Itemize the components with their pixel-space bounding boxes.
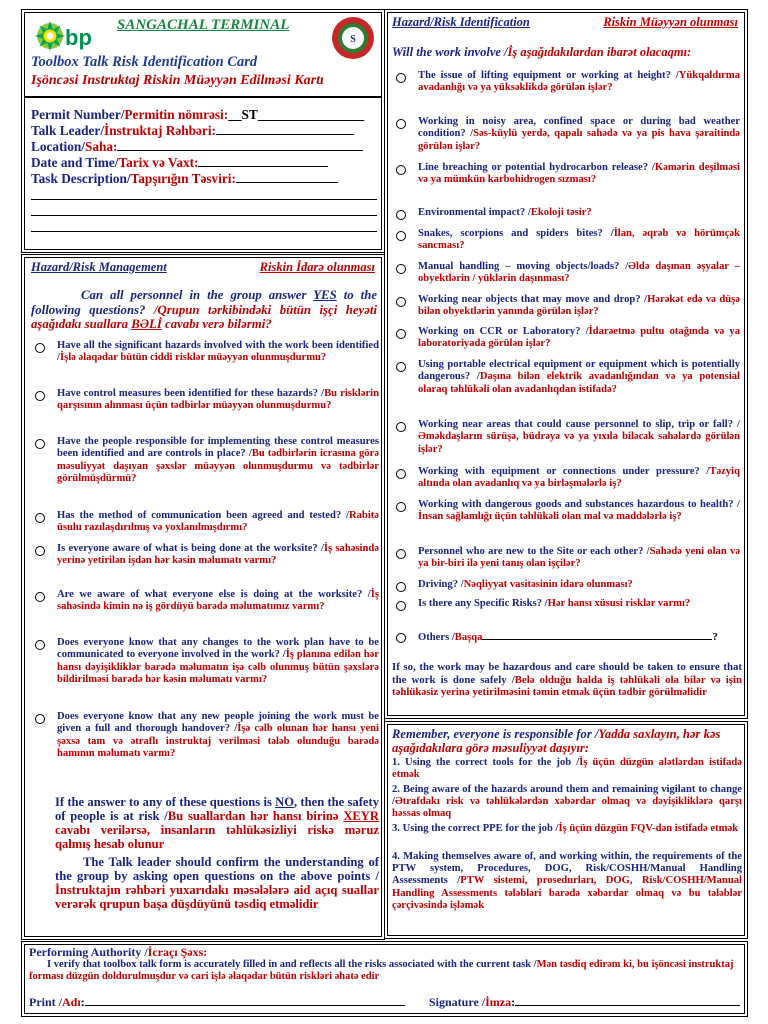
header-divider (25, 96, 381, 98)
management-question: Are we aware of what everyone else is doing at the worksite? /İş sahəsində kimin nə iş gördüyü barədə məlumatımız varmı? (57, 589, 379, 613)
performing-authority-label: Performing Authority /İcraçı Şəxs: (29, 945, 208, 959)
hazard-item: Snakes, scorpions and spiders bites? /İlan, əqrəb və hörümçək sancması? (418, 228, 741, 252)
hazard-bullet[interactable] (396, 469, 406, 479)
hazard-bullet[interactable] (396, 329, 406, 339)
question-bullet[interactable] (35, 546, 45, 556)
responsibility-item: 4. Making themselves aware of, and working within, the requirements of the PTW system, Procedures, DOG, Risk/COSHH/Manual Handling Assessments /PTW sistemi, prosedurları, DOG, Risk/COSHH/Manual Handling Assessments tələbləri barədə xəbərdar olmaq və bu tələblər çərçivəsində işləmək (392, 851, 742, 911)
management-question: Does everyone know that any new people joining the work must be given a full and thorough handover? /İşə cəlb olunan hər hansı yeni şəxsə tam və ətraflı instruktaj verilməsi tələb olunduğu barədə hamının məlumatı varmı? (57, 711, 379, 760)
permit-number-field[interactable]: Permit Number/Permitin nömrəsi:__ST________________ (31, 107, 365, 122)
management-intro: Can all personnel in the group answer YES to the following questions? /Qrupun tərkibindəki bütün işçi heyəti aşağıdakı suallara BƏLİ cavabı verə bilərmi? (31, 288, 378, 331)
card-title-en: Toolbox Talk Risk Identification Card (31, 54, 258, 70)
management-question: Is everyone aware of what is being done at the worksite? /İş sahəsində yerinə yetirilən işdən hər kəsin məlumatı varmı? (57, 543, 379, 567)
no-answer-warning: If the answer to any of these questions is NO, then the safety of people is at risk /Bu suallardan hər hansı birinə XEYR cavabı verilərsə, insanların təhlükəsizliyi riskə məruz qalmış hesab olunur (55, 795, 379, 851)
hazard-bullet[interactable] (396, 362, 406, 372)
identification-heading-en: Hazard/Risk Identification (392, 15, 530, 29)
question-bullet[interactable] (35, 513, 45, 523)
terminal-name: SANGACHAL TERMINAL (117, 17, 290, 33)
task-description-line[interactable] (31, 231, 377, 232)
hazard-bullet[interactable] (396, 231, 406, 241)
hazard-item: Manual handling – moving objects/loads? /Əldə daşınan əşyalar – obyektlərin / yüklərin daşınması? (418, 261, 740, 285)
svg-text:bp: bp (65, 25, 92, 50)
hazard-item: Working on CCR or Laboratory? /İdarəetmə pultu otağında və ya laboratoriyada görülən işlər? (418, 326, 740, 350)
question-bullet[interactable] (35, 640, 45, 650)
hazard-bullet[interactable] (396, 73, 406, 83)
header-panel (24, 12, 382, 250)
task-description-line[interactable] (31, 199, 377, 200)
hazard-item: Is there any Specific Risks? /Hər hansı xüsusi risklər varmı? (418, 598, 691, 609)
management-question: Have the people responsible for implementing these control measures been identified and are controls in place? /Bu tədbirlərin icrasına görə məsuliyyət daşıyan şəxslər müəyyən olunmuşdurmu və tədbirlər görülmüşdürmü? (57, 436, 380, 485)
hazard-item: Working near objects that may move and drop? /Hərəkət edə və düşə bilən obyektlərin yanında görülən işlər? (418, 294, 740, 318)
responsibility-item: 1. Using the correct tools for the job /İş üçün düzgün alətlərdən istifadə etmək (392, 757, 742, 781)
hazard-bullet[interactable] (396, 601, 406, 611)
bp-helios-logo (35, 19, 92, 53)
hazard-item: Driving? /Nəqliyyat vasitəsinin idarə olunması? (418, 579, 633, 590)
hazard-item-others[interactable]: Others /Başqa ? (418, 632, 718, 643)
hazard-item: Working with dangerous goods and substances hazardous to health? /İnsan sağlamlığı üçün təhlükəli olan mal və maddələrlə iş? (418, 499, 740, 523)
responsibilities-intro: Remember, everyone is responsible for /Yadda saxlayın, hər kəs aşağıdakılara görə məsuliyyət daşıyır: (392, 727, 721, 755)
terminal-seal-icon (331, 16, 375, 60)
hazard-item: Using portable electrical equipment or equipment which is potentially dangerous? /Daşına bilən elektrik avadanlığından və ya potensial olaraq təhlükəli olan avadanlıqdan istifadə? (418, 359, 740, 395)
risk-management-panel (24, 257, 382, 937)
question-bullet[interactable] (35, 391, 45, 401)
management-question: Has the method of communication been agreed and tested? /Rabitə üsulu razılaşdırılmış və yoxlanılmışdırmı? (57, 510, 379, 534)
question-bullet[interactable] (35, 714, 45, 724)
location-field[interactable]: Location/Saha: (31, 139, 363, 155)
identification-heading-az: Riskin Müəyyən olunması (603, 15, 738, 29)
talk-leader-field[interactable]: Talk Leader/İnstruktaj Rəhbəri: (31, 123, 354, 139)
management-question: Have all the significant hazards involved with the work been identified /İşlə əlaqədar bütün ciddi risklər müəyyən olunmuşdurmu? (57, 340, 379, 364)
hazard-item: Working in noisy area, confined space or during bad weather condition? /Səs-küylü yerdə, qapalı sahədə və ya pis hava şəraitində görülən işlər? (418, 116, 740, 152)
hazard-bullet[interactable] (396, 165, 406, 175)
verification-statement: I verify that toolbox talk form is accurately filled in and reflects all the risks associated with the current task /Mən təsdiq edirəm ki, bu işöncəsi instruktaj forması düzgün doldurulmuşdur və cari işlə əlaqədar bütün riskləri əhatə edir (29, 959, 734, 983)
signature-field[interactable]: Signature /İmza: (429, 995, 740, 1010)
hazard-bullet[interactable] (396, 502, 406, 512)
management-question: Does everyone know that any changes to the work plan have to be communicated to everyone involved in the work? /İş planına edilən hər hansı dəyişikliklər barədə məlumatın işə cəlb olunmuş bütün şəxslərə bildirilməsi barədə hər kəsin məlumatı varmı? (57, 637, 379, 686)
hazard-conclusion: If so, the work may be hazardous and care should be taken to ensure that the work is done safely /Belə olduğu halda iş təhlükəli ola bilər və işin təhlükəsiz yerinə yetirilməsini təmin etmək üçün tədbir görülməlidir (392, 661, 742, 699)
hazard-bullet[interactable] (396, 582, 406, 592)
responsibility-item: 2. Being aware of the hazards around them and remaining vigilant to change /Ətrafdakı risk və təhlükələrdən xəbərdar olmaq və dəyişikliklərə qarşı həssas olmaq (392, 784, 742, 820)
hazard-bullet[interactable] (396, 633, 406, 643)
hazard-bullet[interactable] (396, 297, 406, 307)
hazard-item: The issue of lifting equipment or working at height? /Yükqaldırma avadanlığı və ya yüksəklikdə görülən işlər? (418, 70, 740, 94)
card-title-az: Işöncəsi Instruktaj Riskin Müəyyən Edilməsi Kartı (31, 73, 324, 88)
responsibility-item: 3. Using the correct PPE for the job /İş üçün düzgün FQV-dən istifadə etmək (392, 823, 739, 834)
risk-identification-panel (387, 12, 745, 716)
responsibilities-panel (387, 724, 745, 936)
identification-question: Will the work involve /İş aşağıdakılardan ibarət olacaqmı: (392, 45, 692, 59)
task-description-field[interactable]: Task Description/Tapşırığın Təsviri: (31, 171, 338, 187)
management-heading-en: Hazard/Risk Management (31, 260, 167, 274)
task-description-line[interactable] (31, 215, 377, 216)
talk-leader-instruction: The Talk leader should confirm the understanding of the group by asking open questions on the above points /İnstruktajın rəhbəri yuxarıdakı məsələlərə aid açıq suallar verərək qrupun başa düşdüyünü təsdiq etməlidir (55, 855, 379, 911)
hazard-item: Environmental impact? /Ekoloji təsir? (418, 207, 592, 218)
management-question: Have control measures been identified for these hazards? /Bu risklərin qarşısının alınması üçün tədbirlər müəyyən olunmuşdurmu? (57, 388, 379, 412)
hazard-bullet[interactable] (396, 422, 406, 432)
hazard-item: Working near areas that could cause personnel to slip, trip or fall? /Əməkdaşların sürüşə, büdrəyə və ya yıxıla biləcək sahələrdə görülən işlər? (418, 419, 740, 455)
question-bullet[interactable] (35, 439, 45, 449)
hazard-bullet[interactable] (396, 119, 406, 129)
hazard-item: Personnel who are new to the Site or each other? /Sahədə yeni olan və ya bir-biri ilə yeni tanış olan işçilər? (418, 546, 740, 570)
hazard-item: Line breaching or potential hydrocarbon release? /Kəmərin deşilməsi və ya mümkün karbohidrogen sızması? (418, 162, 740, 186)
performing-authority-panel (24, 944, 745, 1014)
svg-text:S: S (350, 34, 356, 45)
question-bullet[interactable] (35, 343, 45, 353)
management-heading-az: Riskin İdarə olunması (259, 260, 375, 274)
hazard-bullet[interactable] (396, 264, 406, 274)
question-bullet[interactable] (35, 592, 45, 602)
print-name-field[interactable]: Print /Adı: (29, 995, 405, 1010)
hazard-bullet[interactable] (396, 549, 406, 559)
hazard-bullet[interactable] (396, 210, 406, 220)
hazard-item: Working with equipment or connections under pressure? /Təzyiq altında olan avadanlıq və ya birləşmələrlə iş? (418, 466, 740, 490)
date-time-field[interactable]: Date and Time/Tarix və Vaxt: (31, 155, 328, 171)
